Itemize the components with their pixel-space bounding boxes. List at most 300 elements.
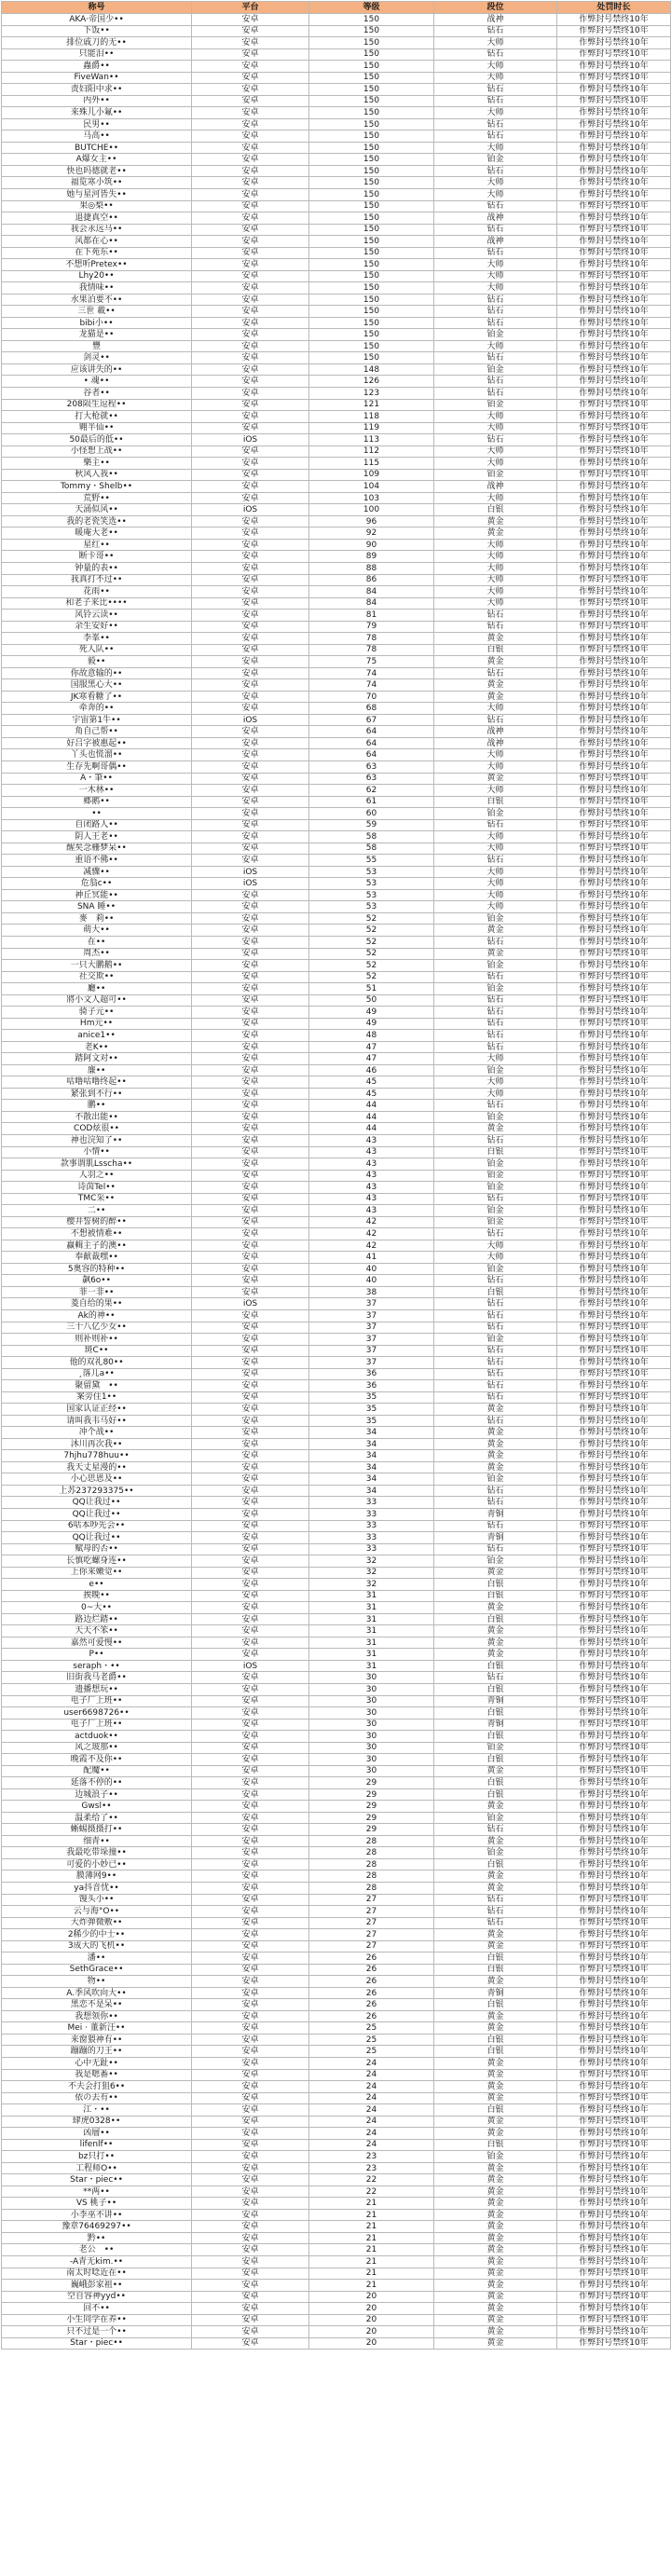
cell-rank: 铂金	[434, 1064, 557, 1076]
cell-level: 63	[309, 761, 434, 774]
cell-level: 150	[309, 177, 434, 189]
cell-rank: 黄金	[434, 1404, 557, 1416]
cell-name: 不想被情难••	[2, 1228, 192, 1240]
cell-level: 90	[309, 539, 434, 551]
cell-rank: 大师	[434, 340, 557, 352]
cell-name: 豫章76469297••	[2, 2221, 192, 2233]
cell-name: 凶層••	[2, 2128, 192, 2140]
cell-name: 人羽之••	[2, 1170, 192, 1182]
cell-name: 边城浪子••	[2, 1788, 192, 1801]
cell-name: 神丘冥能••	[2, 889, 192, 901]
cell-level: 41	[309, 1252, 434, 1264]
cell-platform: 安卓	[192, 808, 309, 820]
cell-rank: 白银	[434, 1683, 557, 1695]
cell-platform: iOS	[192, 504, 309, 516]
cell-rank: 白银	[434, 1146, 557, 1158]
cell-rank: 白银	[434, 1707, 557, 1720]
cell-rank: 铂金	[434, 1555, 557, 1568]
cell-platform: 安卓	[192, 2128, 309, 2140]
cell-name: 请叫我韦马好••	[2, 1415, 192, 1427]
cell-name: 国家认证正经••	[2, 1404, 192, 1416]
cell-platform: 安卓	[192, 1824, 309, 1836]
table-row	[2, 72, 671, 84]
table-row	[2, 411, 671, 423]
cell-level: 40	[309, 1263, 434, 1275]
cell-rank: 大师	[434, 539, 557, 551]
cell-rank: 白银	[434, 644, 557, 656]
cell-level: 37	[309, 1357, 434, 1369]
cell-level: 45	[309, 1076, 434, 1089]
cell-penalty: 作弊封号禁终10年	[557, 1322, 671, 1334]
table-row	[2, 574, 671, 586]
cell-penalty: 作弊封号禁终10年	[557, 1555, 671, 1568]
cell-penalty: 作弊封号禁终10年	[557, 95, 671, 107]
cell-platform: 安卓	[192, 2185, 309, 2198]
cell-name: 潘••	[2, 1953, 192, 1965]
cell-penalty: 作弊封号禁终10年	[557, 37, 671, 49]
cell-platform: 安卓	[192, 1030, 309, 1042]
table-row	[2, 1509, 671, 1521]
cell-penalty: 作弊封号禁终10年	[557, 1228, 671, 1240]
table-row	[2, 1953, 671, 1965]
cell-name: 紧张到不行••	[2, 1088, 192, 1100]
cell-level: 32	[309, 1555, 434, 1568]
cell-rank: 铂金	[434, 399, 557, 411]
table-row	[2, 1883, 671, 1895]
cell-platform: 安卓	[192, 1801, 309, 1813]
cell-penalty: 作弊封号禁终10年	[557, 2092, 671, 2104]
cell-platform: 安卓	[192, 1380, 309, 1392]
cell-level: 42	[309, 1240, 434, 1252]
cell-penalty: 作弊封号禁终10年	[557, 2280, 671, 2292]
cell-rank: 铂金	[434, 960, 557, 972]
cell-name: 巍峨彭家祖••	[2, 2280, 192, 2292]
table-row	[2, 597, 671, 610]
table-row	[2, 1567, 671, 1579]
cell-name: 责妇阳中求••	[2, 84, 192, 96]
table-row	[2, 796, 671, 808]
cell-level: 60	[309, 808, 434, 820]
cell-penalty: 作弊封号禁终10年	[557, 1929, 671, 1941]
cell-rank: 钻石	[434, 1298, 557, 1310]
cell-level: 78	[309, 644, 434, 656]
cell-level: 150	[309, 130, 434, 143]
cell-rank: 大师	[434, 177, 557, 189]
cell-platform: 安卓	[192, 481, 309, 493]
cell-rank: 钻石	[434, 1906, 557, 1918]
cell-name: 来殊儿小氟••	[2, 107, 192, 119]
cell-name: 鹏••	[2, 1100, 192, 1112]
table-row	[2, 878, 671, 890]
cell-penalty: 作弊封号禁终10年	[557, 1473, 671, 1486]
table-row	[2, 1100, 671, 1112]
cell-platform: 安卓	[192, 2069, 309, 2081]
table-row	[2, 95, 671, 107]
cell-rank: 黄金	[434, 2128, 557, 2140]
cell-rank: 白银	[434, 1660, 557, 1672]
cell-rank: 白银	[434, 1858, 557, 1870]
cell-platform: 安卓	[192, 528, 309, 540]
cell-rank: 铂金	[434, 912, 557, 925]
cell-platform: 安卓	[192, 411, 309, 423]
cell-rank: 钻石	[434, 714, 557, 726]
header-platform: 平台	[192, 2, 309, 14]
cell-rank: 白银	[434, 2104, 557, 2117]
cell-name: 蟲爵••	[2, 61, 192, 73]
table-row	[2, 2128, 671, 2140]
table-row	[2, 1415, 671, 1427]
cell-rank: 大师	[434, 61, 557, 73]
cell-name: 我是嗯番••	[2, 2069, 192, 2081]
cell-penalty: 作弊封号禁终10年	[557, 1345, 671, 1357]
cell-rank: 大师	[434, 1088, 557, 1100]
cell-platform: 安卓	[192, 1976, 309, 1988]
cell-rank: 战神	[434, 14, 557, 26]
cell-name: 老K••	[2, 1041, 192, 1053]
cell-level: 53	[309, 866, 434, 878]
cell-rank: 钻石	[434, 306, 557, 318]
cell-platform: 安卓	[192, 1590, 309, 1602]
cell-platform: 安卓	[192, 936, 309, 948]
cell-platform: 安卓	[192, 1579, 309, 1591]
cell-level: 118	[309, 411, 434, 423]
cell-penalty: 作弊封号禁终10年	[557, 1858, 671, 1870]
cell-level: 21	[309, 2232, 434, 2244]
cell-penalty: 作弊封号禁终10年	[557, 188, 671, 200]
cell-name: 周杰••	[2, 948, 192, 960]
table-row	[2, 2057, 671, 2069]
cell-penalty: 作弊封号禁终10年	[557, 1170, 671, 1182]
cell-rank: 黄金	[434, 656, 557, 668]
cell-penalty: 作弊封号禁终10年	[557, 912, 671, 925]
cell-penalty: 作弊封号禁终10年	[557, 2104, 671, 2117]
cell-name: 晚霞不及你••	[2, 1754, 192, 1766]
cell-level: 150	[309, 61, 434, 73]
table-row	[2, 2185, 671, 2198]
cell-name: 醒矣念栅梦呆••	[2, 843, 192, 855]
cell-level: 20	[309, 2337, 434, 2350]
cell-name: 和老子来比••••	[2, 597, 192, 610]
table-row	[2, 270, 671, 282]
cell-level: 62	[309, 785, 434, 797]
cell-platform: 安卓	[192, 2116, 309, 2128]
cell-rank: 大师	[434, 1252, 557, 1264]
cell-platform: 安卓	[192, 25, 309, 37]
cell-penalty: 作弊封号禁终10年	[557, 376, 671, 388]
cell-platform: 安卓	[192, 761, 309, 774]
cell-penalty: 作弊封号禁终10年	[557, 1205, 671, 1217]
cell-level: 28	[309, 1847, 434, 1859]
cell-level: 31	[309, 1590, 434, 1602]
cell-platform: 安卓	[192, 1450, 309, 1462]
cell-platform: 安卓	[192, 1940, 309, 1953]
table-row	[2, 1205, 671, 1217]
cell-penalty: 作弊封号禁终10年	[557, 1683, 671, 1695]
cell-level: 59	[309, 819, 434, 831]
cell-penalty: 作弊封号禁终10年	[557, 644, 671, 656]
cell-level: 63	[309, 773, 434, 785]
cell-name: 老公 ••	[2, 2244, 192, 2256]
cell-penalty: 作弊封号禁终10年	[557, 889, 671, 901]
cell-level: 104	[309, 481, 434, 493]
cell-rank: 黄金	[434, 528, 557, 540]
cell-rank: 黄金	[434, 1765, 557, 1777]
cell-name: 江・••	[2, 2104, 192, 2117]
cell-level: 28	[309, 1835, 434, 1847]
cell-rank: 钻石	[434, 936, 557, 948]
cell-penalty: 作弊封号禁终10年	[557, 1987, 671, 1999]
cell-penalty: 作弊封号禁终10年	[557, 1999, 671, 2011]
table-row	[2, 1858, 671, 1870]
cell-rank: 钻石	[434, 1275, 557, 1287]
cell-name: Star・piec••	[2, 2337, 192, 2350]
cell-platform: iOS	[192, 878, 309, 890]
cell-rank: 钻石	[434, 1345, 557, 1357]
cell-penalty: 作弊封号禁终10年	[557, 1579, 671, 1591]
cell-penalty: 作弊封号禁终10年	[557, 247, 671, 259]
table-row	[2, 1076, 671, 1089]
cell-level: 34	[309, 1461, 434, 1473]
cell-level: 43	[309, 1135, 434, 1147]
cell-rank: 黄金	[434, 1976, 557, 1988]
cell-rank: 钻石	[434, 1018, 557, 1030]
cell-level: 27	[309, 1917, 434, 1929]
table-row	[2, 48, 671, 61]
cell-platform: 安卓	[192, 270, 309, 282]
cell-platform: 安卓	[192, 971, 309, 983]
cell-name: 牵奔的••	[2, 703, 192, 715]
cell-rank: 钻石	[434, 130, 557, 143]
cell-level: 47	[309, 1053, 434, 1065]
cell-level: 44	[309, 1111, 434, 1123]
table-row	[2, 399, 671, 411]
cell-level: 53	[309, 889, 434, 901]
cell-platform: 安卓	[192, 118, 309, 130]
cell-level: 123	[309, 388, 434, 400]
cell-level: 150	[309, 154, 434, 166]
cell-name: 赋母的否••	[2, 1543, 192, 1555]
cell-platform: 安卓	[192, 1334, 309, 1346]
cell-name: 不想听Pretex••	[2, 259, 192, 271]
table-row	[2, 2151, 671, 2163]
cell-platform: 安卓	[192, 1461, 309, 1473]
cell-platform: 安卓	[192, 224, 309, 236]
cell-penalty: 作弊封号禁终10年	[557, 1602, 671, 1614]
cell-platform: 安卓	[192, 1847, 309, 1859]
cell-name: 不夫会打狙6••	[2, 2081, 192, 2093]
table-row	[2, 2069, 671, 2081]
table-row	[2, 994, 671, 1007]
cell-penalty: 作弊封号禁终10年	[557, 2326, 671, 2338]
table-row	[2, 1520, 671, 1532]
cell-penalty: 作弊封号禁终10年	[557, 1707, 671, 1720]
cell-penalty: 作弊封号禁终10年	[557, 2116, 671, 2128]
cell-name: 旧街我马老爵••	[2, 1672, 192, 1684]
cell-rank: 黄金	[434, 2232, 557, 2244]
table-row	[2, 1555, 671, 1568]
cell-platform: 安卓	[192, 1731, 309, 1743]
cell-level: 34	[309, 1485, 434, 1497]
cell-name: 2稀少的中士••	[2, 1929, 192, 1941]
cell-penalty: 作弊封号禁终10年	[557, 107, 671, 119]
cell-platform: 安卓	[192, 1672, 309, 1684]
cell-rank: 钻石	[434, 200, 557, 212]
cell-platform: 安卓	[192, 1987, 309, 1999]
cell-name: A.季风吹向大••	[2, 1987, 192, 1999]
cell-rank: 黄金	[434, 2116, 557, 2128]
cell-rank: 钻石	[434, 376, 557, 388]
cell-platform: 安卓	[192, 329, 309, 341]
cell-rank: 大师	[434, 422, 557, 434]
cell-platform: 安卓	[192, 1123, 309, 1135]
cell-level: 35	[309, 1404, 434, 1416]
cell-rank: 大师	[434, 142, 557, 154]
table-row	[2, 224, 671, 236]
cell-platform: 安卓	[192, 773, 309, 785]
table-row	[2, 1345, 671, 1357]
cell-name: 星红••	[2, 539, 192, 551]
cell-name: 剑灵••	[2, 352, 192, 364]
cell-name: 她与星河皆失••	[2, 188, 192, 200]
cell-penalty: 作弊封号禁终10年	[557, 1100, 671, 1112]
cell-level: 150	[309, 165, 434, 177]
cell-rank: 铂金	[434, 1812, 557, 1824]
table-row	[2, 1754, 671, 1766]
cell-name: 空自容神yyd••	[2, 2291, 192, 2303]
cell-penalty: 作弊封号禁终10年	[557, 212, 671, 225]
cell-penalty: 作弊封号禁终10年	[557, 2162, 671, 2174]
cell-penalty: 作弊封号禁终10年	[557, 808, 671, 820]
table-row	[2, 2244, 671, 2256]
table-row	[2, 247, 671, 259]
cell-platform: 安卓	[192, 61, 309, 73]
cell-penalty: 作弊封号禁终10年	[557, 84, 671, 96]
cell-name: 三十八亿少女••	[2, 1322, 192, 1334]
cell-penalty: 作弊封号禁终10年	[557, 165, 671, 177]
cell-rank: 黄金	[434, 2337, 557, 2350]
cell-rank: 铂金	[434, 1111, 557, 1123]
table-row	[2, 154, 671, 166]
cell-level: 21	[309, 2268, 434, 2280]
cell-penalty: 作弊封号禁终10年	[557, 597, 671, 610]
cell-level: 43	[309, 1170, 434, 1182]
cell-penalty: 作弊封号禁终10年	[557, 714, 671, 726]
table-row	[2, 1030, 671, 1042]
cell-name: 6咕本吵先会••	[2, 1520, 192, 1532]
cell-rank: 铂金	[434, 1847, 557, 1859]
cell-penalty: 作弊封号禁终10年	[557, 130, 671, 143]
cell-level: 74	[309, 667, 434, 679]
cell-platform: 安卓	[192, 1135, 309, 1147]
cell-level: 150	[309, 306, 434, 318]
cell-platform: 安卓	[192, 247, 309, 259]
cell-rank: 钻石	[434, 1497, 557, 1509]
cell-penalty: 作弊封号禁终10年	[557, 2232, 671, 2244]
cell-level: 61	[309, 796, 434, 808]
table-row	[2, 2174, 671, 2186]
cell-level: 30	[309, 1683, 434, 1695]
cell-penalty: 作弊封号禁终10年	[557, 363, 671, 376]
table-row	[2, 2314, 671, 2326]
cell-rank: 白银	[434, 2139, 557, 2151]
cell-penalty: 作弊封号禁终10年	[557, 1625, 671, 1637]
cell-penalty: 作弊封号禁终10年	[557, 177, 671, 189]
cell-penalty: 作弊封号禁终10年	[557, 2010, 671, 2022]
cell-platform: 安卓	[192, 1719, 309, 1731]
cell-name: user6698726••	[2, 1707, 192, 1720]
cell-name: 李峯••	[2, 633, 192, 645]
cell-penalty: 作弊封号禁终10年	[557, 2244, 671, 2256]
cell-level: 89	[309, 551, 434, 563]
cell-penalty: 作弊封号禁终10年	[557, 1637, 671, 1649]
cell-name: 依の去有••	[2, 2092, 192, 2104]
cell-platform: 安卓	[192, 1883, 309, 1895]
table-row	[2, 1088, 671, 1100]
cell-platform: 安卓	[192, 340, 309, 352]
cell-level: 34	[309, 1473, 434, 1486]
cell-level: 46	[309, 1064, 434, 1076]
cell-name: 二••	[2, 1205, 192, 1217]
table-row	[2, 492, 671, 504]
cell-platform: 安卓	[192, 925, 309, 937]
cell-name: 廉••	[2, 1064, 192, 1076]
cell-platform: 安卓	[192, 2092, 309, 2104]
cell-penalty: 作弊封号禁终10年	[557, 352, 671, 364]
cell-rank: 黄金	[434, 925, 557, 937]
cell-name: 减骤••	[2, 866, 192, 878]
cell-penalty: 作弊封号禁终10年	[557, 948, 671, 960]
cell-level: 30	[309, 1765, 434, 1777]
cell-rank: 钻石	[434, 1415, 557, 1427]
cell-platform: 安卓	[192, 1182, 309, 1194]
cell-level: 43	[309, 1205, 434, 1217]
cell-rank: 黄金	[434, 1602, 557, 1614]
cell-name: 蜥蜴摄摄打••	[2, 1824, 192, 1836]
cell-name: 菲一非••	[2, 1286, 192, 1298]
cell-rank: 黄金	[434, 515, 557, 528]
cell-rank: 黄金	[434, 2256, 557, 2268]
cell-level: 31	[309, 1637, 434, 1649]
cell-platform: 安卓	[192, 306, 309, 318]
cell-rank: 大师	[434, 831, 557, 843]
table-row	[2, 1182, 671, 1194]
cell-rank: 大师	[434, 1240, 557, 1252]
cell-level: 150	[309, 340, 434, 352]
cell-name: 我情味••	[2, 282, 192, 295]
cell-level: 37	[309, 1309, 434, 1322]
cell-rank: 钻石	[434, 434, 557, 446]
cell-rank: 钻石	[434, 1894, 557, 1906]
table-row	[2, 1987, 671, 1999]
cell-platform: 安卓	[192, 2303, 309, 2315]
cell-name: 菱自给的果••	[2, 1298, 192, 1310]
cell-name: SethGrace••	[2, 1964, 192, 1976]
cell-name: 细青••	[2, 1835, 192, 1847]
table-row	[2, 1649, 671, 1661]
cell-rank: 大师	[434, 562, 557, 574]
cell-penalty: 作弊封号禁终10年	[557, 1380, 671, 1392]
cell-penalty: 作弊封号禁终10年	[557, 1111, 671, 1123]
cell-platform: 安卓	[192, 1088, 309, 1100]
cell-rank: 黄金	[434, 691, 557, 703]
cell-platform: 安卓	[192, 1007, 309, 1019]
table-row	[2, 703, 671, 715]
table-row	[2, 294, 671, 306]
table-row	[2, 644, 671, 656]
table-row	[2, 2232, 671, 2244]
cell-platform: 安卓	[192, 95, 309, 107]
cell-platform: iOS	[192, 866, 309, 878]
